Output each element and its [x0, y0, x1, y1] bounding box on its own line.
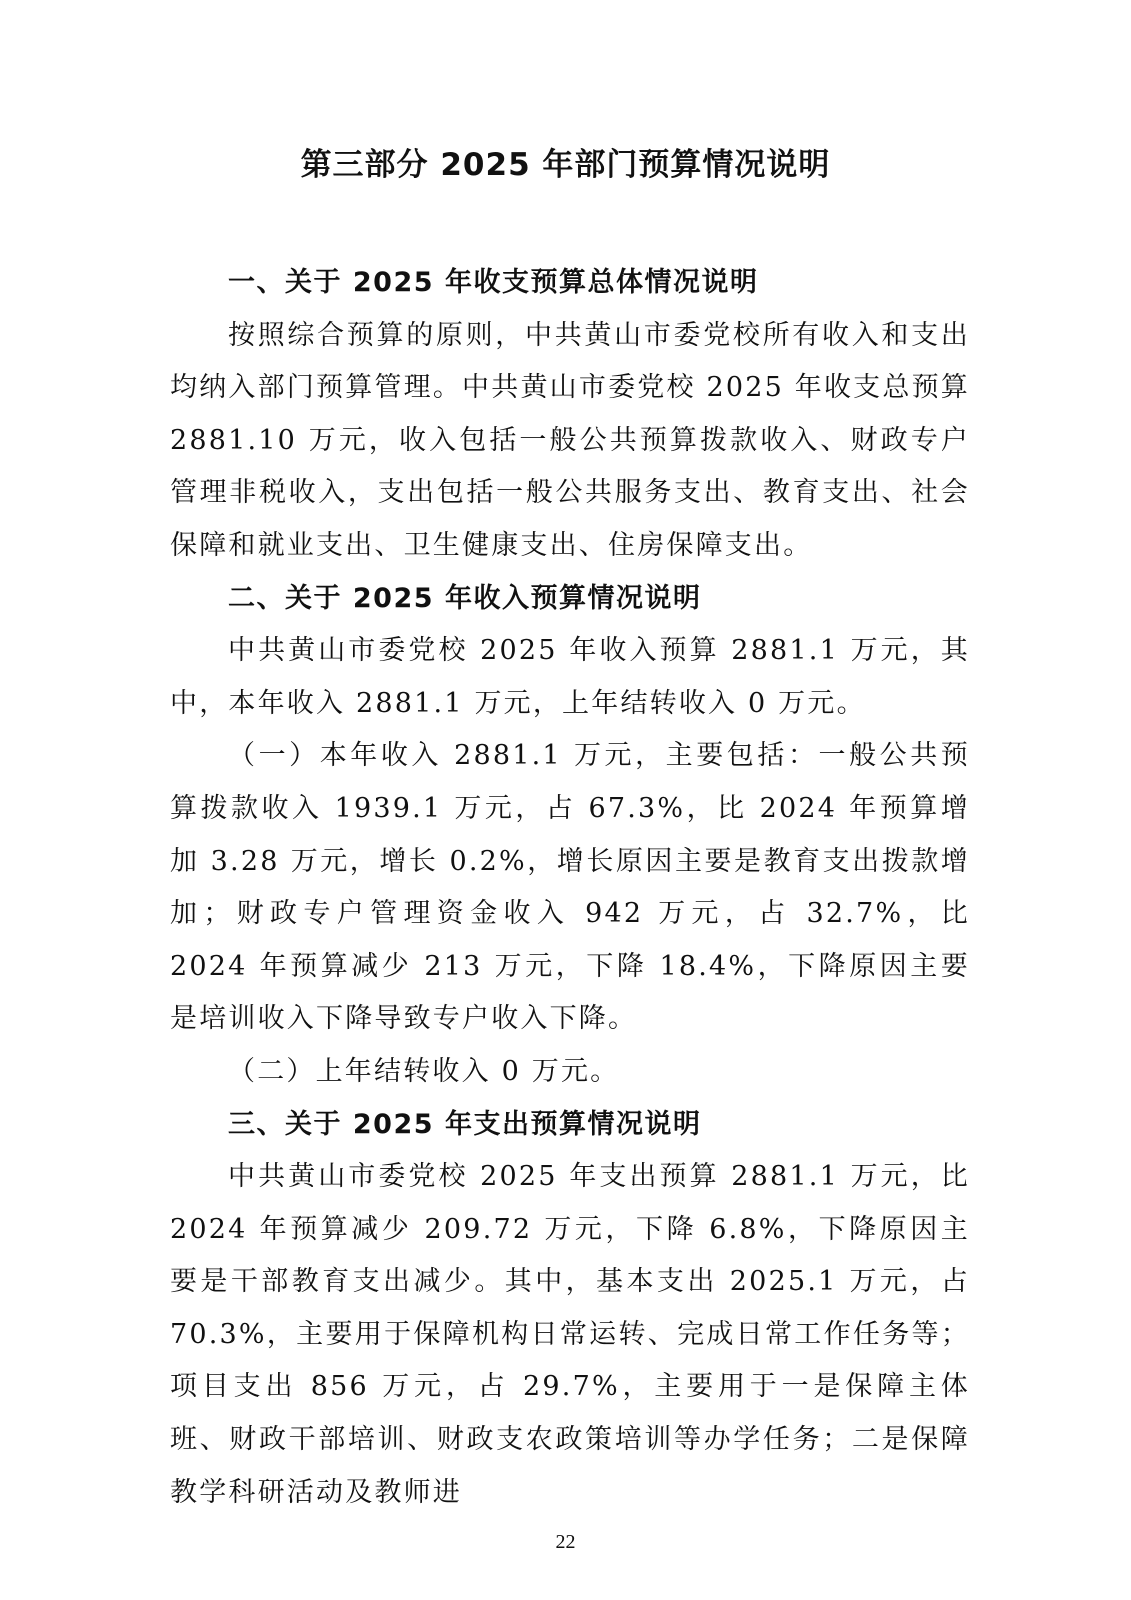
- document-body: [170, 257, 970, 1519]
- page-number: 22: [555, 1531, 576, 1553]
- paragraph-expenditure: 中共黄山市委党校 2025 年支出预算 2881.1 万元，比 2024 年预算减少 209.72 万元，下降 6.8%，下降原因主要是干部教育支出减少。其中，基本支出 2025.1 万元，占 70.3%，主要用于保障机构日常运转、完成日常工作任务等；项目支出 856 万元，占 29.7%，主要用于一是保障主体班、财政干部培训、财政支农政策培训等办学任务；二是保障教学科研活动及教师进: [170, 1161, 970, 1508]
- paragraph-income-current-year: （一）本年收入 2881.1 万元，主要包括：一般公共预算拨款收入 1939.1 万元，占 67.3%，比 2024 年预算增加 3.28 万元，增长 0.2%，增长原因主要是教育支出拨款增加；财政专户管理资金收入 942 万元，占 32.7%，比 2024 年预算减少 213 万元，下降 18.4%，下降原因主要是培训收入下降导致专户收入下降。: [170, 740, 970, 1035]
- section-heading-3: 三、关于 2025 年支出预算情况说明: [228, 1108, 702, 1140]
- section-heading-2: 二、关于 2025 年收入预算情况说明: [228, 582, 702, 614]
- paragraph-income-carryover: （二）上年结转收入 0 万元。: [228, 1055, 620, 1087]
- paragraph-overview: 按照综合预算的原则，中共黄山市委党校所有收入和支出均纳入部门预算管理。中共黄山市委党校 2025 年收支总预算 2881.10 万元，收入包括一般公共预算拨款收入、财政专户管理非税收入，支出包括一般公共服务支出、教育支出、社会保障和就业支出、卫生健康支出、住房保障支出。: [170, 319, 970, 561]
- document-title: 第三部分 2025 年部门预算情况说明: [300, 147, 831, 183]
- paragraph-income-summary: 中共黄山市委党校 2025 年收入预算 2881.1 万元，其中，本年收入 2881.1 万元，上年结转收入 0 万元。: [170, 635, 970, 719]
- section-heading-1: 一、关于 2025 年收支预算总体情况说明: [228, 267, 759, 298]
